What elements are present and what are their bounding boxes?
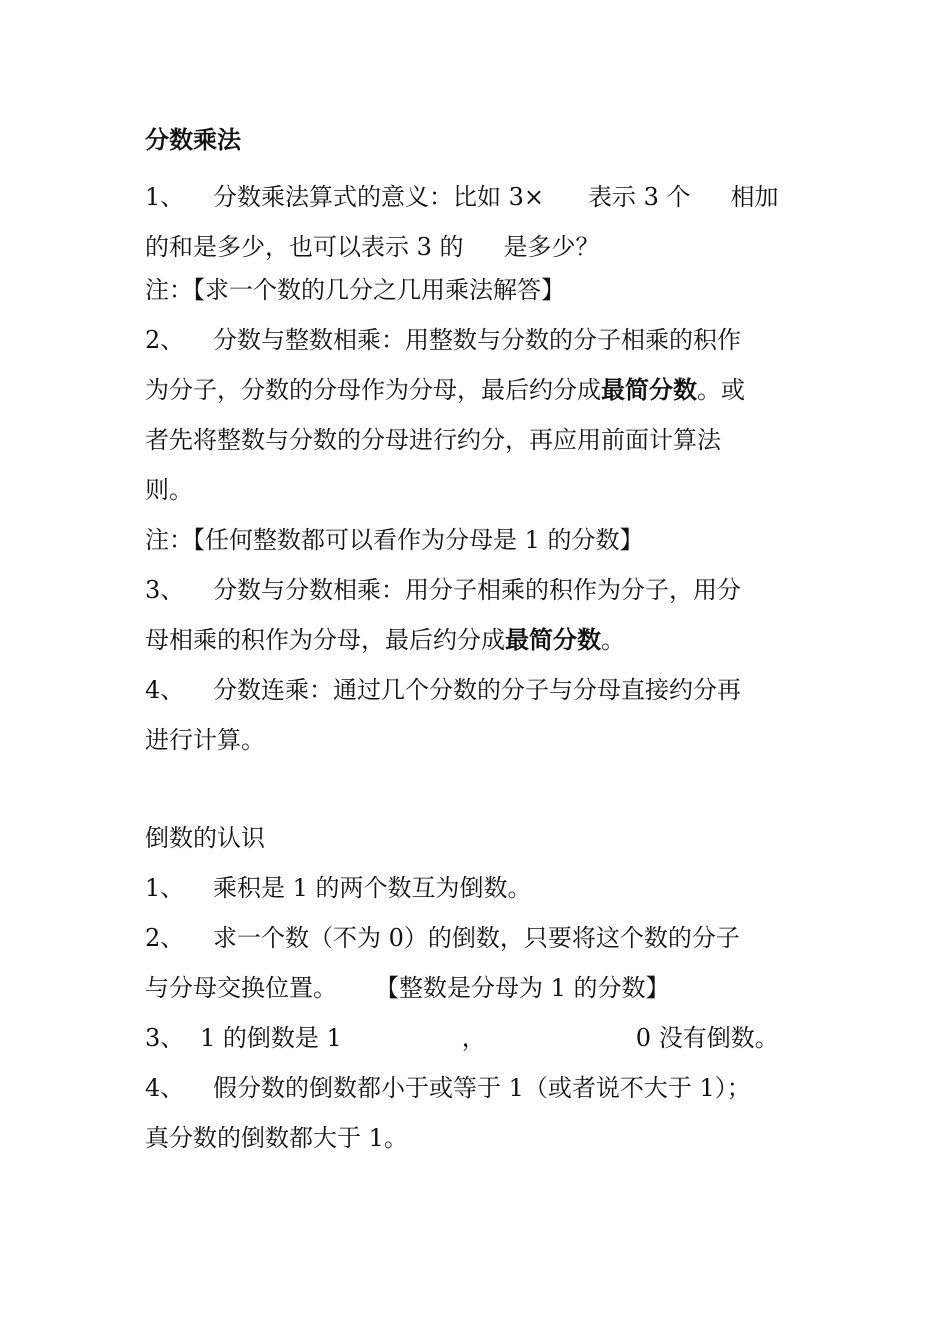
- text-segment: 。或: [697, 376, 745, 404]
- item-number: 3、: [145, 1024, 185, 1052]
- text-segment: 【整数是分母为 1 的分数】: [375, 974, 670, 1002]
- text-segment: 分数连乘：通过几个分数的分子与分母直接约分再: [213, 676, 741, 704]
- section-title-fraction-multiplication: 分数乘法: [145, 126, 241, 154]
- bold-term: 最简分数: [601, 376, 697, 404]
- note-1: 注：【求一个数的几分之几用乘法解答】: [145, 276, 565, 304]
- item-2-line-4: 则。: [145, 476, 193, 504]
- s2-item-2-line-1: [145, 918, 810, 958]
- text-segment: 母相乘的积作为分母，最后约分成: [145, 626, 505, 654]
- item-number: 1、: [145, 183, 185, 211]
- item-2-line-2: [145, 370, 810, 410]
- text-segment: 分数与整数相乘：用整数与分数的分子相乘的积作: [213, 326, 741, 354]
- text-segment: 假分数的倒数都小于或等于 1（或者说不大于 1）；: [213, 1074, 751, 1102]
- item-number: 2、: [145, 924, 185, 952]
- item-1-line-1: [145, 177, 810, 217]
- item-3-line-1: [145, 570, 810, 610]
- item-3-line-2: [145, 620, 810, 660]
- text-segment: 。: [601, 626, 625, 654]
- item-4-line-2: 进行计算。: [145, 726, 265, 754]
- s2-item-2-line-2: [145, 968, 810, 1008]
- text-segment: 0 没有倒数。: [635, 1024, 779, 1052]
- item-number: 2、: [145, 326, 185, 354]
- item-2-line-1: [145, 320, 810, 360]
- item-number: 3、: [145, 576, 185, 604]
- text-segment: 表示 3 个: [588, 183, 691, 211]
- text-segment: 相加: [730, 183, 779, 211]
- text-segment: 1 的倒数是 1: [200, 1024, 342, 1052]
- text-segment: 的和是多少，也可以表示 3 的: [145, 233, 464, 261]
- item-number: 4、: [145, 676, 185, 704]
- s2-item-4-line-1: [145, 1068, 810, 1108]
- s2-item-3-line-1: [145, 1018, 810, 1058]
- text-segment: 为分子，分数的分母作为分母，最后约分成: [145, 376, 601, 404]
- text-segment: 是多少？: [503, 233, 600, 261]
- note-2: 注：【任何整数都可以看作为分母是 1 的分数】: [145, 526, 644, 554]
- text-segment: ，: [461, 1024, 486, 1052]
- item-2-line-3: 者先将整数与分数的分母进行约分，再应用前面计算法: [145, 426, 721, 454]
- bold-term: 最简分数: [505, 626, 601, 654]
- text-segment: 乘积是 1 的两个数互为倒数。: [213, 874, 532, 902]
- s2-item-1-line-1: [145, 868, 810, 908]
- text-segment: 分数乘法算式的意义：比如 3×: [213, 183, 545, 211]
- item-number: 4、: [145, 1074, 185, 1102]
- item-1-line-2: [145, 227, 810, 267]
- text-segment: 分数与分数相乘：用分子相乘的积作为分子，用分: [213, 576, 741, 604]
- section-title-reciprocal: 倒数的认识: [145, 824, 265, 852]
- item-4-line-1: [145, 670, 810, 710]
- text-segment: 与分母交换位置。: [145, 974, 337, 1002]
- text-segment: 求一个数（不为 0）的倒数，只要将这个数的分子: [213, 924, 740, 952]
- item-number: 1、: [145, 874, 185, 902]
- s2-item-4-line-2: 真分数的倒数都大于 1。: [145, 1124, 408, 1152]
